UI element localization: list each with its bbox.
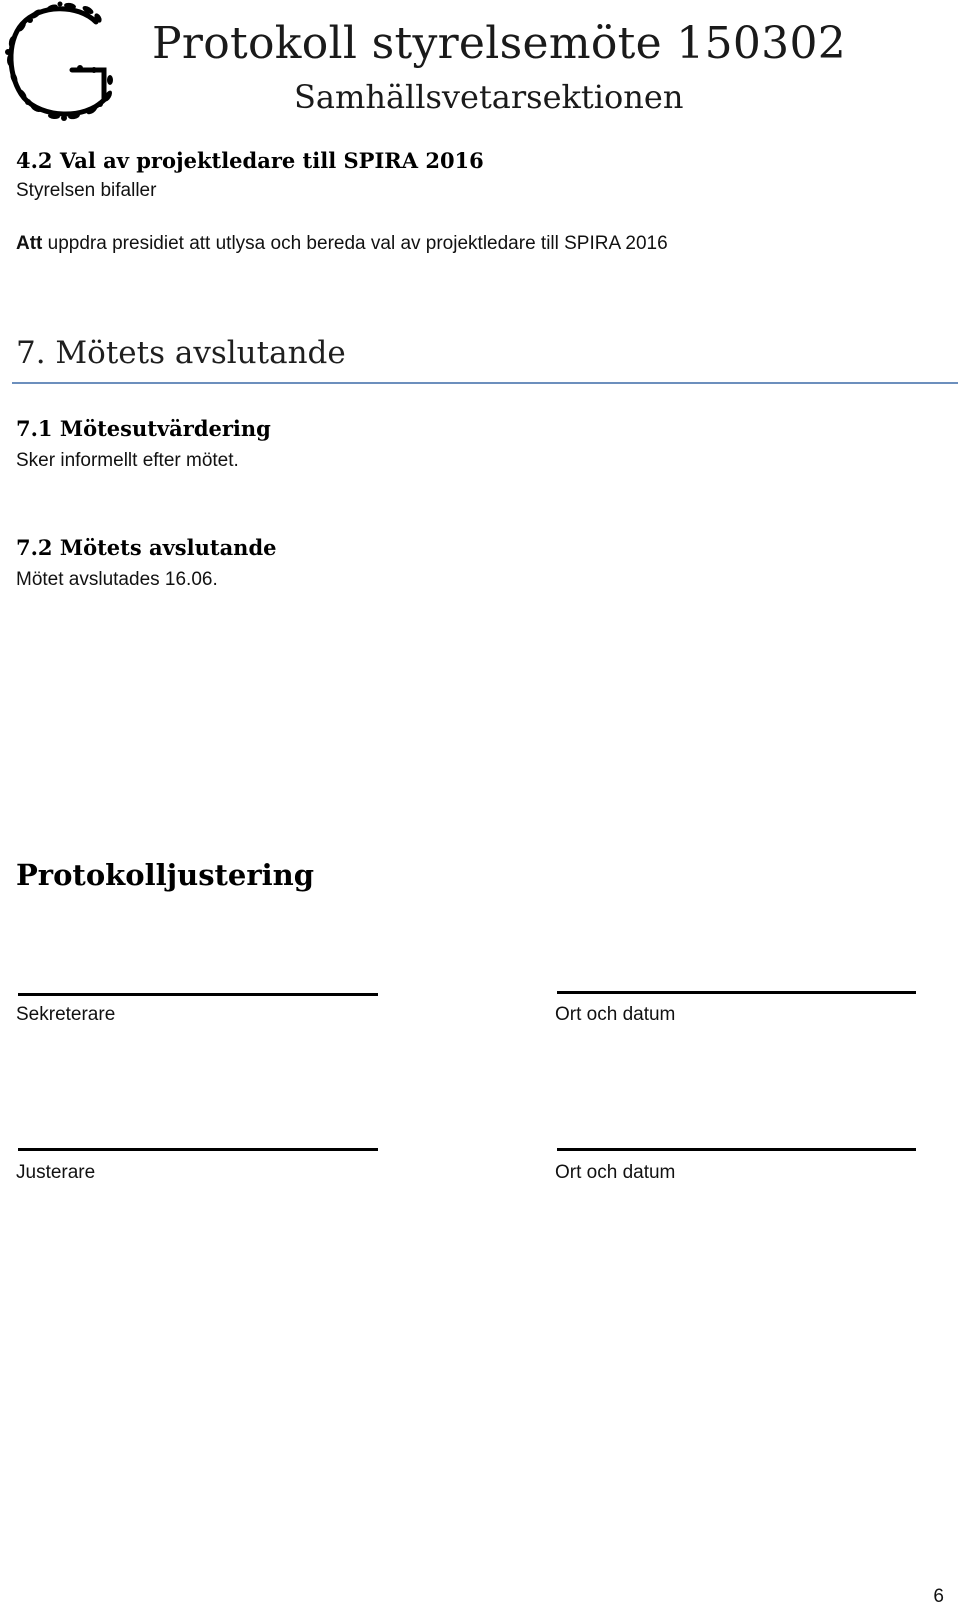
place-date-line-1 [557, 991, 916, 994]
section-4-2-heading: 4.2 Val av projektledare till SPIRA 2016 [16, 148, 484, 173]
section-divider [12, 382, 958, 384]
wreath-g-logo-icon [0, 0, 120, 124]
section-7-2-text: Mötet avslutades 16.06. [16, 569, 218, 590]
secretary-label: Sekreterare [16, 1004, 116, 1025]
att-keyword: Att [16, 233, 43, 254]
section-7-1-text: Sker informellt efter mötet. [16, 450, 239, 471]
section-7-1-heading: 7.1 Mötesutvärdering [16, 416, 271, 441]
section-7-2-heading: 7.2 Mötets avslutande [16, 535, 277, 560]
adjuster-label: Justerare [16, 1162, 96, 1183]
att-resolution [16, 233, 668, 255]
adjuster-signature-line [18, 1148, 378, 1151]
place-date-label-1: Ort och datum [555, 1004, 676, 1025]
att-resolution-text: uppdra presidiet att utlysa och bereda val av projektledare till SPIRA 2016 [42, 233, 668, 254]
place-date-label-2: Ort och datum [555, 1162, 676, 1183]
secretary-signature-line [18, 993, 378, 996]
document-subtitle: Samhällsvetarsektionen [294, 78, 684, 116]
place-date-line-2 [557, 1148, 916, 1151]
section-4-2-text: Styrelsen bifaller [16, 180, 157, 201]
document-title: Protokoll styrelsemöte 150302 [152, 18, 847, 69]
section-7-heading: 7. Mötets avslutande [16, 335, 346, 371]
page-number: 6 [933, 1586, 944, 1607]
signatures-heading: Protokolljustering [16, 858, 315, 892]
